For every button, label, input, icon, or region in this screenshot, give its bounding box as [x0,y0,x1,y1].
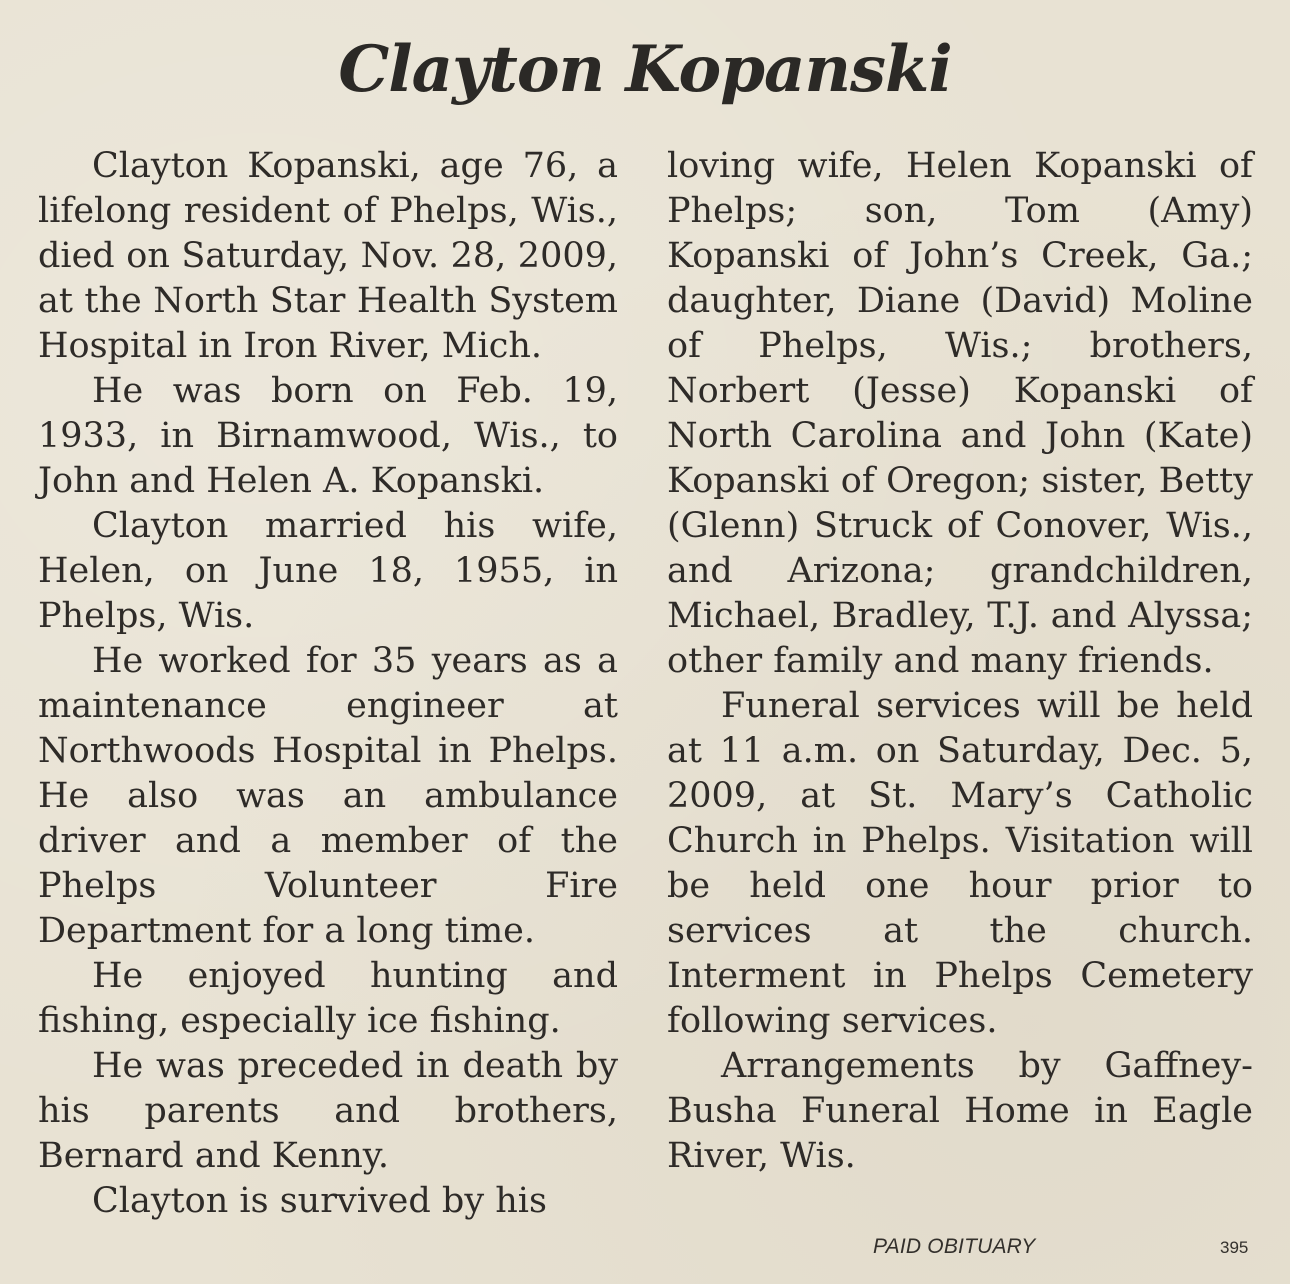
paragraph-birth: He was born on Feb. 19, 1933, in Birnamwood, Wis., to John and Helen A. Kopanski. [38,371,618,501]
left-column [38,144,618,1224]
paragraph-death-notice: Clayton Kopanski, age 76, a lifelong resident of Phelps, Wis., died on Saturday, Nov. 28, 2009, at the North Star Health System Hospital in Iron River, Mich. [38,146,618,366]
paragraph-funeral-services: Funeral services will be held at 11 a.m. on Saturday, Dec. 5, 2009, at St. Mary’s Catholic Church in Phelps. Visitation will be held one hour prior to services at the church. Interment in Phelps Cemetery following services. [667,686,1253,1041]
obituary-title: Clayton Kopanski [338,32,952,107]
paragraph-survived-by-continued: loving wife, Helen Kopanski of Phelps; son, Tom (Amy) Kopanski of John’s Creek, Ga.; daughter, Diane (David) Moline of Phelps, Wis.; brothers, Norbert (Jesse) Kopanski of North Carolina and John (Kate) Kopanski of Oregon; sister, Betty (Glenn) Struck of Conover, Wis., and Arizona; grandchildren, Michael, Bradley, T.J. and Alyssa; other family and many friends. [667,146,1253,681]
paid-obituary-label: PAID OBITUARY [873,1235,1036,1258]
paragraph-hobbies: He enjoyed hunting and fishing, especially ice fishing. [38,956,618,1041]
paragraph-arrangements: Arrangements by Gaffney-Busha Funeral Home in Eagle River, Wis. [667,1046,1253,1176]
page-number: 395 [1220,1238,1249,1257]
paragraph-marriage: Clayton married his wife, Helen, on June 18, 1955, in Phelps, Wis. [38,506,618,636]
paragraph-career: He worked for 35 years as a maintenance engineer at Northwoods Hospital in Phelps. He also was an ambulance driver and a member of the Phelps Volunteer Fire Department for a long time. [38,641,618,951]
paragraph-preceded-in-death: He was preceded in death by his parents and brothers, Bernard and Kenny. [38,1046,618,1176]
right-column [667,144,1253,1179]
paragraph-survived-by-start: Clayton is survived by his [92,1181,547,1221]
